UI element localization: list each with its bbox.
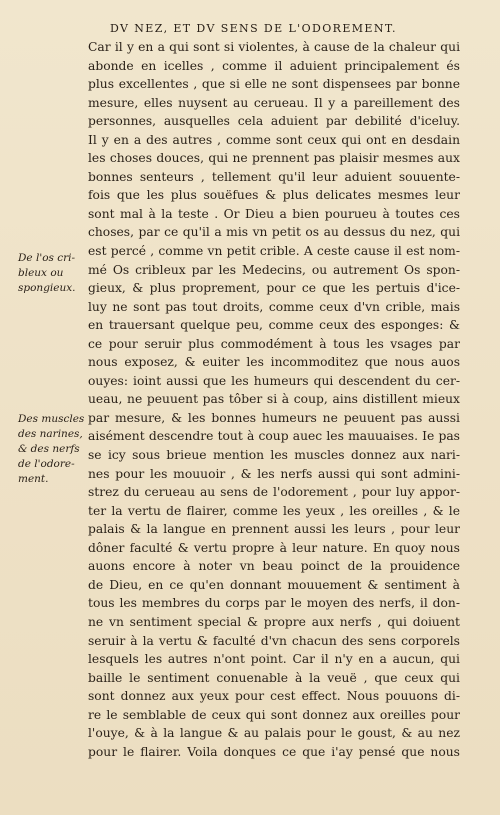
text-line: auons encore à noter vn beau poinct de la prouidence — [88, 559, 460, 574]
text-line: baille le sentiment conuenable à la veuë , que ceux qui — [88, 670, 460, 685]
text-line: en trauersant quelque peu, comme ceux des esponges: & — [88, 318, 460, 333]
text-line: sont mal à la teste . Or Dieu a bien pourueu à toutes ces — [88, 206, 460, 221]
text-line: strez du cerueau au sens de l'odorement , pour luy appor- — [88, 485, 460, 500]
text-line: Il y en a des autres , comme sont ceux qui ont en desdain — [88, 132, 460, 147]
text-line: lesquels les autres n'ont point. Car il n'y en a aucun, qui — [88, 652, 460, 667]
margin-note-line: De l'os cri- — [18, 252, 76, 264]
text-line: Car il y en a qui sont si violentes, à cause de la chaleur qui — [88, 40, 460, 54]
text-line: est percé , comme vn petit crible. A ceste cause il est nom- — [88, 244, 460, 259]
text-line: re le semblable de ceux qui sont donnez aux oreilles pour — [88, 707, 460, 722]
text-line: abonde en icelles , comme il aduient principalement és — [88, 58, 460, 73]
text-line: par mesure, & les bonnes humeurs ne peuuent pas aussi — [88, 410, 460, 425]
text-line: luy ne sont pas tout droits, comme ceux d'vn crible, mais — [88, 299, 460, 314]
text-line: pour le flairer. Voila donques ce que i'ay pensé que nous — [88, 744, 460, 759]
text-line: se icy sous brieue mention les muscles donnez aux nari- — [88, 448, 460, 463]
text-line: dôner faculté & vertu propre à leur nature. En quoy nous — [88, 540, 460, 555]
text-line: ce pour seruir plus commodément à tous les vsages par — [88, 336, 460, 351]
text-line: tous les membres du corps par le moyen des nerfs, il don- — [88, 596, 460, 611]
text-line: bonnes senteurs , tellement qu'il leur aduient souuente- — [88, 169, 460, 184]
text-line: sont donnez aux yeux pour cest effect. Nous pouuons di- — [88, 689, 460, 704]
text-line: choses, par ce qu'il a mis vn petit os au dessus du nez, qui — [88, 225, 460, 240]
text-line: mé Os cribleux par les Medecins, ou autrement Os spon- — [88, 262, 460, 277]
running-header: DV NEZ, ET DV SENS DE L'ODOREMENT. — [110, 22, 397, 35]
margin-note-line: & des nerfs — [18, 443, 80, 455]
margin-note-muscles — [18, 412, 90, 487]
text-line: ne vn sentiment special & propre aux nerfs , qui doiuent — [88, 614, 460, 629]
margin-note-line: des narines, — [18, 428, 83, 440]
text-line: seruir à la vertu & faculté d'vn chacun des sens corporels — [88, 633, 460, 648]
text-line: ouyes: ioint aussi que les humeurs qui descendent du cer- — [88, 373, 460, 388]
body-text — [88, 38, 460, 761]
text-line: ter la vertu de flairer, comme les yeux , les oreilles , & le — [88, 503, 460, 518]
margin-note-line: spongieux. — [18, 282, 76, 294]
margin-note-line: de l'odore- — [18, 458, 75, 470]
margin-note-cribleux — [18, 251, 90, 296]
text-line: gieux, & plus proprement, pour ce que les pertuis d'ice- — [88, 281, 460, 296]
text-line: personnes, ausquelles cela aduient par debilité d'iceluy. — [88, 114, 460, 129]
text-line: fois que les plus souëfues & plus delicates mesmes leur — [88, 188, 460, 203]
margin-note-line: bleux ou — [18, 267, 64, 279]
text-line: ueau, ne peuuent pas tôber si à coup, ains distillent mieux — [88, 392, 460, 407]
text-line: les choses douces, qui ne prennent pas plaisir mesmes aux — [88, 151, 460, 166]
text-line: l'ouye, & à la langue & au palais pour le goust, & au nez — [88, 726, 460, 741]
text-line: aisément descendre tout à coup auec les mauuaises. Ie pas — [88, 429, 460, 444]
margin-note-line: Des muscles — [18, 413, 85, 425]
text-line: nous exposez, & euiter les incommoditez que nous auos — [88, 355, 460, 370]
margin-note-line: ment. — [18, 473, 49, 485]
text-line: plus excellentes , que si elle ne sont dispensees par bonne — [88, 77, 460, 92]
text-line: palais & la langue en prennent aussi les leurs , pour leur — [88, 522, 460, 537]
text-line: de Dieu, en ce qu'en donnant mouuement & sentiment à — [88, 577, 460, 592]
text-line: nes pour les mouuoir , & les nerfs aussi qui sont admini- — [88, 466, 460, 481]
text-line: mesure, elles nuysent au cerueau. Il y a pareillement des — [88, 95, 460, 110]
